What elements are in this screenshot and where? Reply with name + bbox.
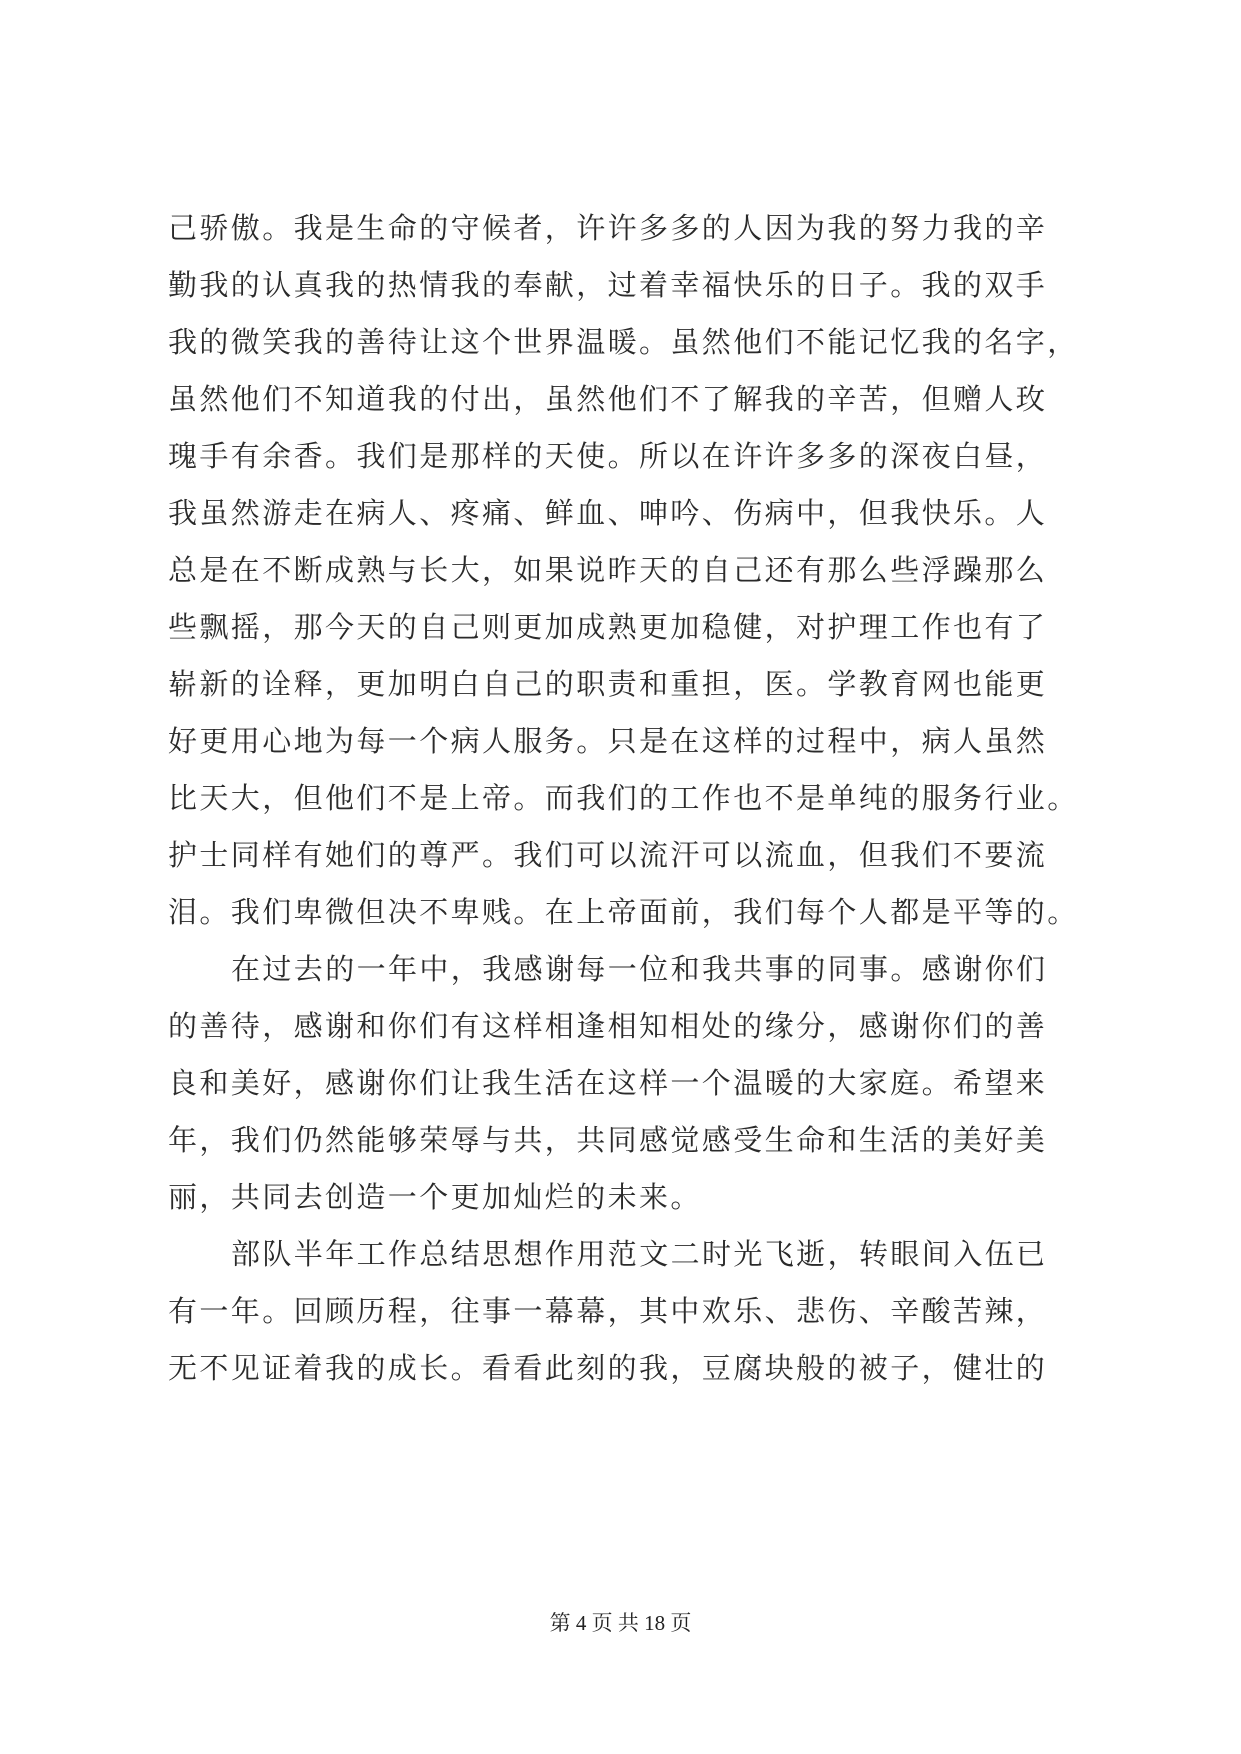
page-number-footer: 第 4 页 共 18 页 [549, 1611, 692, 1635]
text-line: 些飘摇，那今天的自己则更加成熟更加稳健，对护理工作也有了 [168, 610, 1048, 644]
text-line: 良和美好，感谢你们让我生活在这样一个温暖的大家庭。希望来 [168, 1066, 1048, 1100]
text-line: 在过去的一年中，我感谢每一位和我共事的同事。感谢你们 [231, 952, 1048, 986]
text-line: 泪。我们卑微但决不卑贱。在上帝面前，我们每个人都是平等的。 [168, 895, 1079, 929]
text-line: 年，我们仍然能够荣辱与共，共同感觉感受生命和生活的美好美 [168, 1123, 1048, 1157]
text-line: 己骄傲。我是生命的守候者，许许多多的人因为我的努力我的辛 [168, 211, 1048, 245]
text-line: 我虽然游走在病人、疼痛、鲜血、呻吟、伤病中，但我快乐。人 [168, 496, 1048, 530]
text-line: 崭新的诠释，更加明白自己的职责和重担，医。学教育网也能更 [168, 667, 1048, 701]
text-line: 瑰手有余香。我们是那样的天使。所以在许许多多的深夜白昼， [168, 439, 1048, 473]
text-line: 的善待，感谢和你们有这样相逢相知相处的缘分，感谢你们的善 [168, 1009, 1048, 1043]
text-line: 总是在不断成熟与长大，如果说昨天的自己还有那么些浮躁那么 [168, 553, 1048, 587]
text-line: 无不见证着我的成长。看看此刻的我，豆腐块般的被子，健壮的 [168, 1351, 1048, 1385]
text-line: 我的微笑我的善待让这个世界温暖。虽然他们不能记忆我的名字， [168, 325, 1079, 359]
text-line: 有一年。回顾历程，往事一幕幕，其中欢乐、悲伤、辛酸苦辣， [168, 1294, 1048, 1328]
text-line: 虽然他们不知道我的付出，虽然他们不了解我的辛苦，但赠人玫 [168, 382, 1048, 416]
text-line: 护士同样有她们的尊严。我们可以流汗可以流血，但我们不要流 [168, 838, 1048, 872]
text-line: 好更用心地为每一个病人服务。只是在这样的过程中，病人虽然 [168, 724, 1048, 758]
text-line: 比天大，但他们不是上帝。而我们的工作也不是单纯的服务行业。 [168, 781, 1079, 815]
text-line: 部队半年工作总结思想作用范文二时光飞逝，转眼间入伍已 [231, 1237, 1048, 1271]
text-line: 勤我的认真我的热情我的奉献，过着幸福快乐的日子。我的双手 [168, 268, 1048, 302]
text-line: 丽，共同去创造一个更加灿烂的未来。 [168, 1180, 702, 1214]
